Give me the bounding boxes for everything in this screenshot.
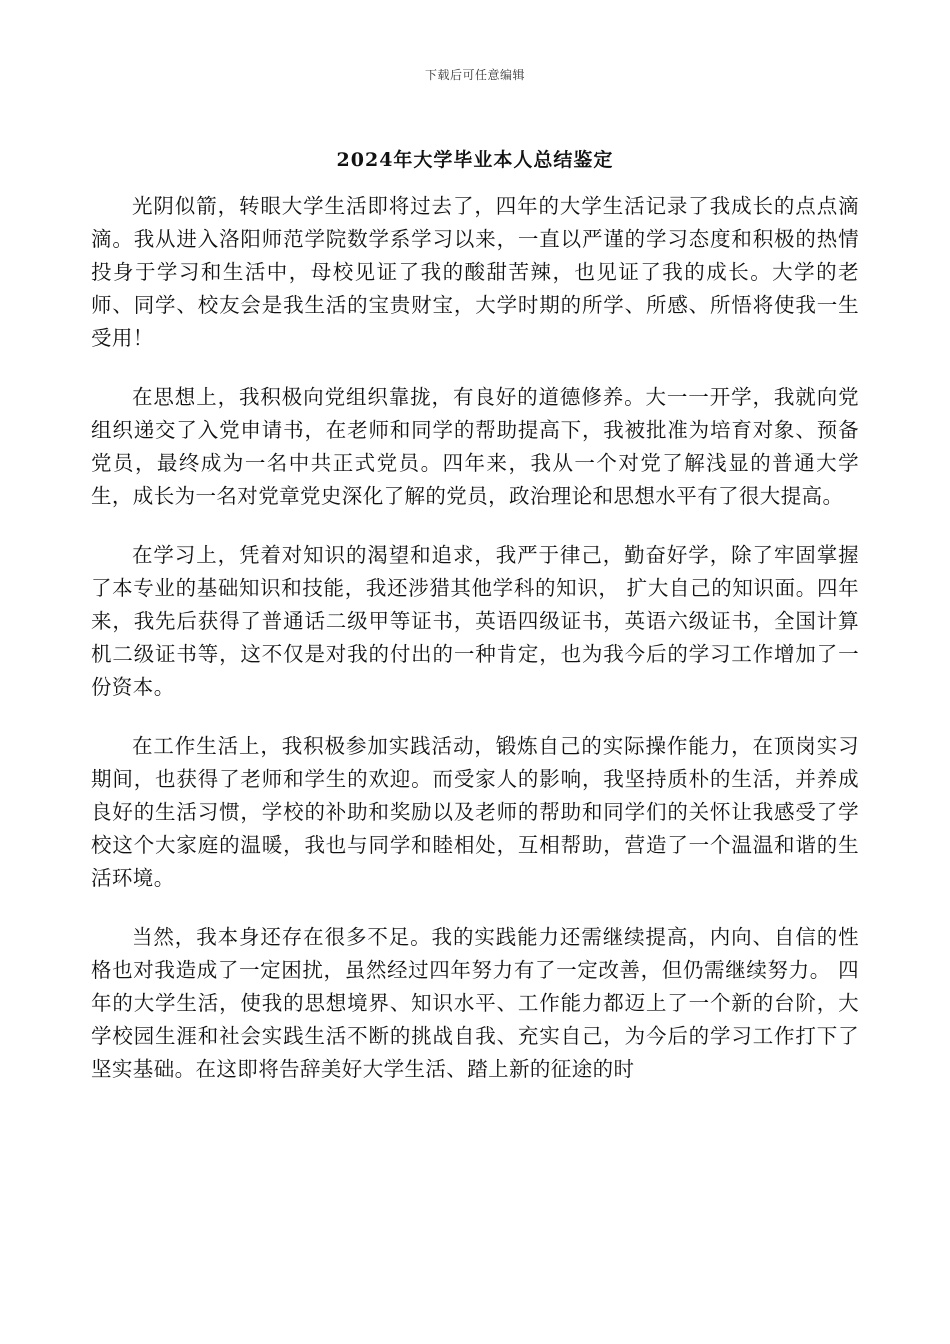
paragraph-study: 在学习上，凭着对知识的渴望和追求，我严于律己，勤奋好学，除了牢固掌握了本专业的基础知识和技能，我还涉猎其他学科的知识， 扩大自己的知识面。四年来，我先后获得了普通话二级甲等证书，英语四级证书，英语六级证书，全国计算机二级证书等，这不仅是对我的付出的一种肯定，也为我今后的学习工作增加了一份资本。 [91, 543, 859, 699]
document-title: 2024年大学毕业本人总结鉴定 [336, 149, 614, 171]
paragraph-intro: 光阴似箭，转眼大学生活即将过去了，四年的大学生活记录了我成长的点点滴滴。我从进入洛阳师范学院数学系学习以来，一直以严谨的学习态度和积极的热情投身于学习和生活中，母校见证了我的酸甜苦辣，也见证了我的成长。大学的老师、同学、校友会是我生活的宝贵财宝，大学时期的所学、所感、所悟将使我一生受用！ [91, 194, 859, 350]
document-body [91, 190, 859, 1112]
header-note: 下载后可任意编辑 [424, 68, 525, 82]
paragraph-work-life: 在工作生活上，我积极参加实践活动，锻炼自己的实际操作能力，在顶岗实习期间，也获得了老师和学生的欢迎。而受家人的影响，我坚持质朴的生活，并养成良好的生活习惯，学校的补助和奖励以及老师的帮助和同学们的关怀让我感受了学校这个大家庭的温暖，我也与同学和睦相处，互相帮助，营造了一个温温和谐的生活环境。 [91, 734, 859, 890]
paragraph-ideology: 在思想上，我积极向党组织靠拢，有良好的道德修养。大一一开学，我就向党组织递交了入党申请书，在老师和同学的帮助提高下，我被批准为培育对象、预备党员，最终成为一名中共正式党员。四年来，我从一个对党了解浅显的普通大学生，成长为一名对党章党史深化了解的党员，政治理论和思想水平有了很大提高。 [91, 385, 859, 508]
paragraph-shortcomings: 当然，我本身还存在很多不足。我的实践能力还需继续提高，内向、自信的性格也对我造成了一定困扰，虽然经过四年努力有了一定改善，但仍需继续努力。 四年的大学生活，使我的思想境界、知识水平、工作能力都迈上了一个新的台阶，大学校园生涯和社会实践生活不断的挑战自我、充实自己，为今后的学习工作打下了坚实基础。在这即将告辞美好大学生活、踏上新的征途的时 [91, 925, 859, 1081]
